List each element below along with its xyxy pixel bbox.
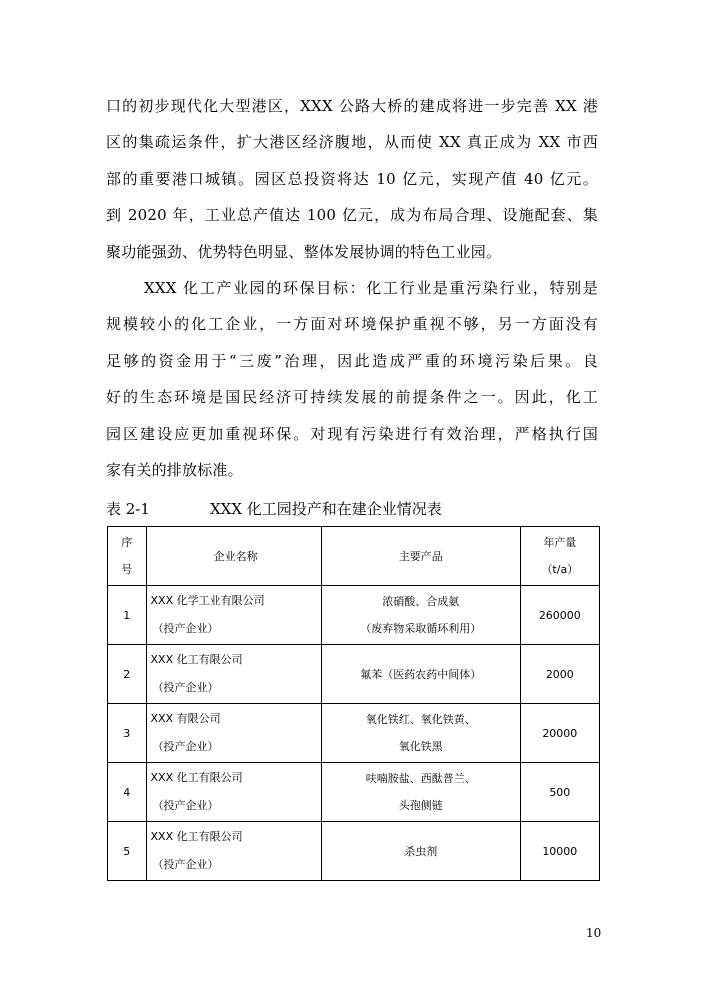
cell-products (321, 645, 520, 704)
cell-output: 2000 (520, 645, 599, 704)
cell-products (321, 586, 520, 645)
header-output-line: （t/a） (541, 563, 579, 576)
product-line: 呋喃胺盐、西酞普兰、 (365, 772, 476, 785)
cell-name (146, 822, 321, 881)
company-name: XXX 化学工业有限公司 (150, 594, 265, 607)
product-line: 头孢侧链 (398, 799, 443, 812)
product-line: （废弃物采取循环利用） (360, 622, 482, 635)
paragraph-line: 区的集疏运条件，扩大港区经济腹地，从而使 XX 真正成为 XX 市西 (106, 133, 598, 152)
company-name: XXX 化工有限公司 (150, 653, 243, 666)
cell-seq: 5 (108, 822, 147, 881)
cell-seq: 4 (108, 763, 147, 822)
product-line: 氧化铁黑 (398, 740, 443, 753)
paragraph-line: XXX 化工产业园的环保目标：化工行业是重污染行业，特别是 (144, 278, 598, 297)
table-row (108, 645, 600, 704)
cell-products (321, 704, 520, 763)
company-name: XXX 化工有限公司 (150, 771, 243, 784)
company-status: （投产企业） (152, 622, 219, 635)
header-output-line: 年产量 (543, 536, 577, 549)
header-products: 主要产品 (321, 527, 520, 586)
table-row (108, 822, 600, 881)
company-status: （投产企业） (152, 740, 219, 753)
product-line: 杀虫剂 (404, 844, 438, 858)
paragraph-line: 部的重要港口城镇。园区总投资将达 10 亿元，实现产值 40 亿元。 (106, 169, 598, 188)
cell-output: 20000 (520, 704, 599, 763)
cell-output: 10000 (520, 822, 599, 881)
cell-output: 500 (520, 763, 599, 822)
paragraph-line: 足够的资金用于“三废”治理，因此造成严重的环境污染后果。良 (106, 351, 598, 370)
table-caption-number: 表 2-1 (106, 500, 150, 518)
company-status: （投产企业） (152, 799, 219, 812)
header-seq (108, 527, 147, 586)
page-number: 10 (586, 926, 602, 940)
header-seq-line: 号 (121, 563, 133, 576)
paragraph-line: 到 2020 年，工业总产值达 100 亿元，成为布局合理、设施配套、集 (106, 206, 598, 225)
cell-seq: 3 (108, 704, 147, 763)
company-name: XXX 有限公司 (150, 712, 221, 725)
cell-output: 260000 (520, 586, 599, 645)
header-seq-line: 序 (121, 536, 133, 549)
cell-name (146, 763, 321, 822)
header-name: 企业名称 (146, 527, 321, 586)
table-header-row (108, 527, 600, 586)
product-line: 浓硝酸、合成氨 (382, 595, 460, 608)
paragraph-line: 家有关的排放标准。 (106, 460, 243, 479)
company-status: （投产企业） (152, 858, 219, 871)
product-line: 氧化铁红、氧化铁黄、 (365, 713, 476, 726)
cell-name (146, 704, 321, 763)
table-row (108, 586, 600, 645)
company-name: XXX 化工有限公司 (150, 830, 243, 843)
table-row (108, 704, 600, 763)
product-line: 氟苯（医药农药中间体） (360, 667, 482, 681)
paragraph-line: 园区建设应更加重视环保。对现有污染进行有效治理，严格执行国 (106, 424, 598, 443)
cell-products (321, 763, 520, 822)
company-status: （投产企业） (152, 681, 219, 694)
body-text (106, 88, 598, 488)
enterprise-table (107, 526, 600, 881)
cell-products (321, 822, 520, 881)
cell-name (146, 645, 321, 704)
header-output (520, 527, 599, 586)
paragraph-line: 聚功能强劲、优势特色明显、整体发展协调的特色工业园。 (106, 242, 502, 261)
cell-name (146, 586, 321, 645)
cell-seq: 1 (108, 586, 147, 645)
paragraph-development (106, 88, 598, 270)
table-caption-title: XXX 化工园投产和在建企业情况表 (210, 500, 442, 518)
paragraph-environment (106, 270, 598, 488)
paragraph-line: 规模较小的化工企业，一方面对环境保护重视不够，另一方面没有 (106, 315, 598, 334)
paragraph-line: 好的生态环境是国民经济可持续发展的前提条件之一。因此，化工 (106, 388, 598, 407)
table-caption (106, 497, 442, 521)
table-row (108, 763, 600, 822)
cell-seq: 2 (108, 645, 147, 704)
paragraph-line: 口的初步现代化大型港区，XXX 公路大桥的建成将进一步完善 XX 港 (106, 97, 598, 115)
